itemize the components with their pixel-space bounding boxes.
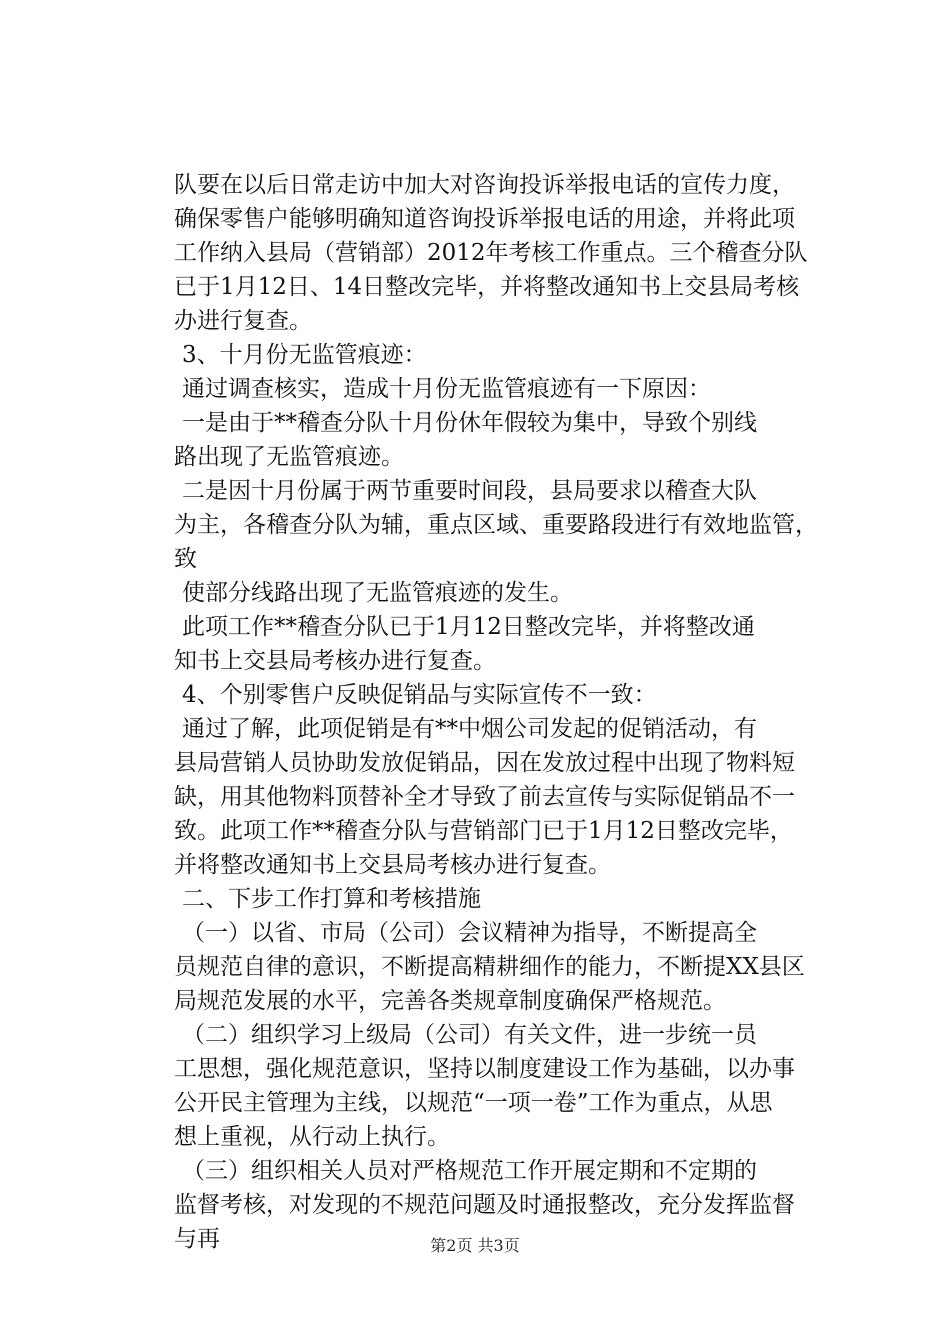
text-line: 缺，用其他物料顶替补全才导致了前去宣传与实际促销品不一 — [174, 784, 795, 810]
text-line: 通过了解，此项促销是有**中烟公司发起的促销活动，有 — [182, 716, 757, 742]
text-line: 知书上交县局考核办进行复查。 — [174, 648, 496, 674]
text-line: （一）以省、市局（公司）会议精神为指导，不断提高全 — [182, 920, 757, 946]
text-line: 此项工作**稽查分队已于1月12日整改完毕，并将整改通 — [182, 614, 755, 640]
document-body — [174, 168, 836, 1256]
text-line: 使部分线路出现了无监管痕迹的发生。 — [182, 580, 573, 606]
text-line: 工思想，强化规范意识，坚持以制度建设工作为基础，以办事 — [174, 1056, 795, 1082]
text-line: 路出现了无监管痕迹。 — [174, 444, 404, 470]
text-line: 队要在以后日常走访中加大对咨询投诉举报电话的宣传力度， — [174, 172, 795, 198]
text-line: 想上重视，从行动上执行。 — [174, 1124, 450, 1150]
text-line: 监督考核，对发现的不规范问题及时通报整改，充分发挥监督 — [174, 1192, 795, 1218]
text-line: 二是因十月份属于两节重要时间段，县局要求以稽查大队 — [182, 478, 757, 504]
section-heading: 4、个别零售户反映促销品与实际宣传不一致： — [182, 682, 657, 708]
text-line: 已于1月12日、14日整改完毕，并将整改通知书上交县局考核 — [174, 274, 800, 300]
text-line: 致。此项工作**稽查分队与营销部门已于1月12日整改完毕， — [174, 818, 793, 844]
section-heading: 3、十月份无监管痕迹： — [182, 342, 427, 368]
text-line: 一是由于**稽查分队十月份休年假较为集中，导致个别线 — [182, 410, 757, 436]
text-line: 公开民主管理为主线，以规范“一项一卷”工作为重点，从思 — [174, 1090, 773, 1116]
text-line: （三）组织相关人员对严格规范工作开展定期和不定期的 — [182, 1158, 757, 1184]
text-line: 通过调查核实，造成十月份无监管痕迹有一下原因： — [182, 376, 711, 402]
page-number-footer: 第2页 共3页 — [430, 1236, 520, 1255]
text-line: 局规范发展的水平，完善各类规章制度确保严格规范。 — [174, 988, 726, 1014]
text-line: 并将整改通知书上交县局考核办进行复查。 — [174, 852, 611, 878]
text-line: 为主，各稽查分队为辅，重点区域、重要路段进行有效地监管， — [174, 512, 818, 538]
text-line: 工作纳入县局（营销部）2012年考核工作重点。三个稽查分队 — [174, 240, 808, 266]
text-line: 确保零售户能够明确知道咨询投诉举报电话的用途，并将此项 — [174, 206, 795, 232]
text-line: 办进行复查。 — [174, 308, 312, 334]
text-line: 县局营销人员协助发放促销品，因在发放过程中出现了物料短 — [174, 750, 795, 776]
text-line: 员规范自律的意识，不断提高精耕细作的能力，不断提XX县区 — [174, 954, 805, 980]
text-line: 致 — [174, 546, 197, 572]
text-line: （二）组织学习上级局（公司）有关文件，进一步统一员 — [182, 1022, 757, 1048]
text-line: 与再 — [174, 1226, 220, 1252]
section-heading: 二、下步工作打算和考核措施 — [182, 886, 481, 912]
